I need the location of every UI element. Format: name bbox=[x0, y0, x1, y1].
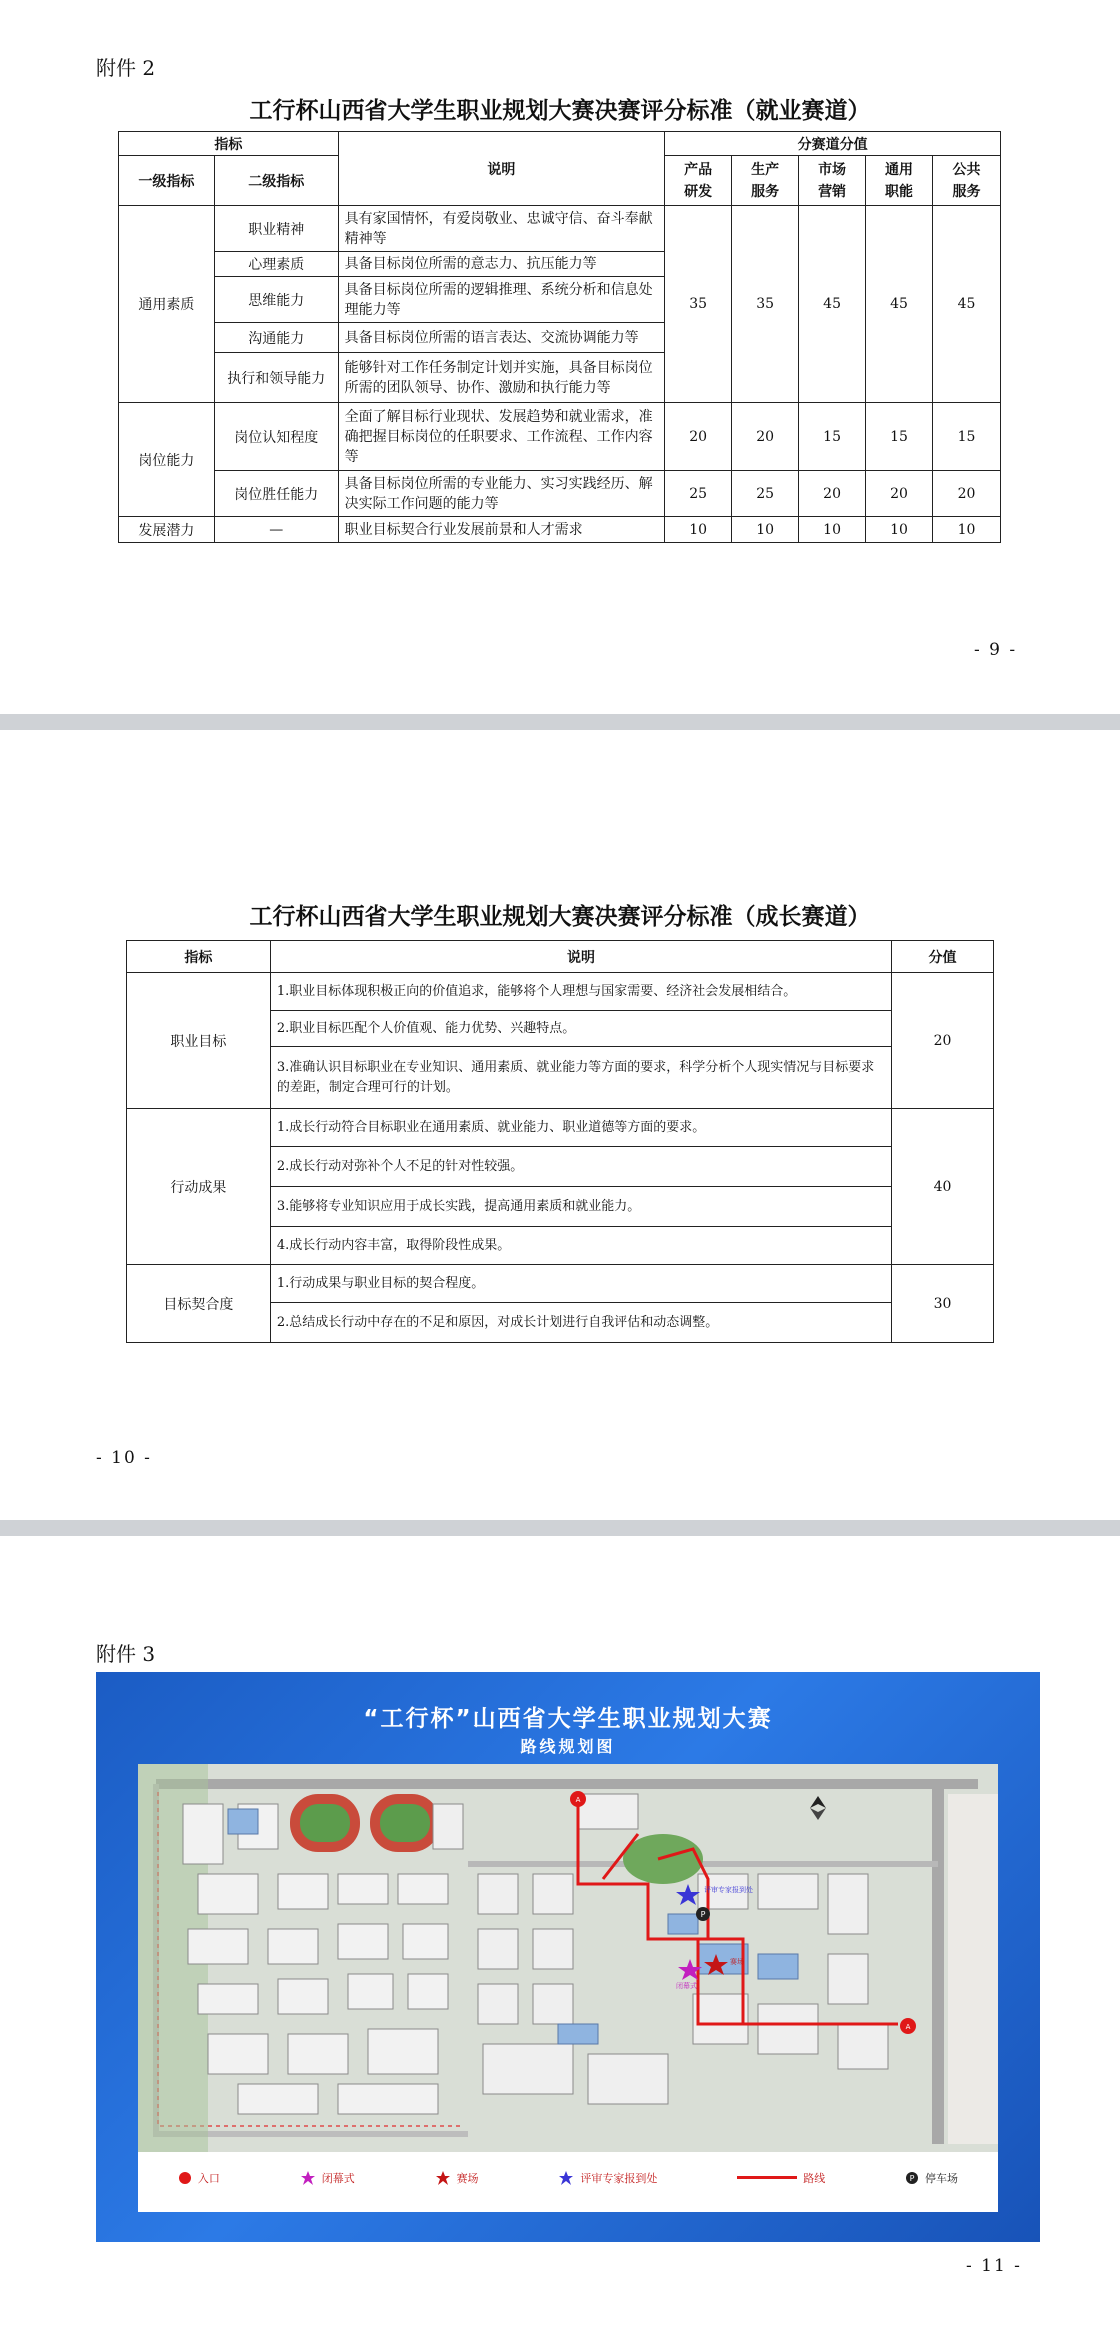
score-cell: 45 bbox=[799, 206, 866, 403]
description-cell: 职业目标契合行业发展前景和人才需求 bbox=[338, 517, 665, 543]
score-cell: 15 bbox=[933, 403, 1001, 471]
description-cell: 4.成长行动内容丰富，取得阶段性成果。 bbox=[270, 1227, 891, 1265]
score-cell: 10 bbox=[933, 517, 1001, 543]
entrance-dot-icon bbox=[178, 2171, 192, 2185]
description-cell: 具备目标岗位所需的语言表达、交流协调能力等 bbox=[338, 323, 665, 353]
header-description: 说明 bbox=[270, 941, 891, 973]
track-header: 产品研发 bbox=[665, 156, 732, 206]
map-subtitle: 路线规划图 bbox=[520, 1737, 616, 1756]
description-cell: 2.成长行动对弥补个人不足的针对性较强。 bbox=[270, 1147, 891, 1187]
employment-score-table bbox=[118, 131, 1001, 543]
header-score: 分值 bbox=[892, 941, 994, 973]
description-cell: 具有家国情怀，有爱岗敬业、忠诚守信、奋斗奉献精神等 bbox=[338, 206, 665, 252]
score-cell: 10 bbox=[799, 517, 866, 543]
page-title: 工行杯山西省大学生职业规划大赛决赛评分标准（成长赛道） bbox=[249, 903, 871, 930]
level2-cell: 岗位胜任能力 bbox=[214, 471, 338, 517]
indicator-cell: 行动成果 bbox=[127, 1109, 271, 1265]
description-cell: 1.成长行动符合目标职业在通用素质、就业能力、职业道德等方面的要求。 bbox=[270, 1109, 891, 1147]
score-cell: 20 bbox=[933, 471, 1001, 517]
growth-score-table bbox=[126, 940, 994, 1343]
page-number: - 10 - bbox=[96, 1448, 152, 1468]
parking-map-label: P bbox=[700, 1910, 706, 1919]
level2-cell: 职业精神 bbox=[214, 206, 338, 252]
svg-text:P: P bbox=[909, 2174, 915, 2183]
legend-judges bbox=[558, 2170, 657, 2186]
svg-text:A: A bbox=[905, 2023, 911, 2031]
page-number: - 11 - bbox=[966, 2256, 1022, 2276]
magenta-star-icon bbox=[300, 2170, 316, 2186]
score-cell: 25 bbox=[732, 471, 799, 517]
description-cell: 1.行动成果与职业目标的契合程度。 bbox=[270, 1265, 891, 1303]
description-cell: 1.职业目标体现积极正向的价值追求，能够将个人理想与国家需要、经济社会发展相结合。 bbox=[270, 973, 891, 1011]
venue-map-label: 赛场 bbox=[730, 1958, 744, 1966]
indicator-cell: 目标契合度 bbox=[127, 1265, 271, 1343]
map-title: “工行杯”山西省大学生职业规划大赛 bbox=[363, 1706, 773, 1732]
legend-label: 路线 bbox=[803, 2172, 826, 2185]
legend-venue bbox=[435, 2170, 479, 2186]
campus-map bbox=[138, 1764, 998, 2212]
page-title: 工行杯山西省大学生职业规划大赛决赛评分标准（就业赛道） bbox=[249, 97, 871, 124]
page-number: - 9 - bbox=[974, 640, 1018, 660]
legend-opening bbox=[300, 2170, 355, 2186]
track-header: 通用职能 bbox=[866, 156, 933, 206]
track-header: 公共服务 bbox=[933, 156, 1001, 206]
description-cell: 具备目标岗位所需的逻辑推理、系统分析和信息处理能力等 bbox=[338, 277, 665, 323]
description-cell: 能够针对工作任务制定计划并实施，具备目标岗位所需的团队领导、协作、激励和执行能力等 bbox=[338, 353, 665, 403]
score-cell: 20 bbox=[732, 403, 799, 471]
description-cell: 具备目标岗位所需的意志力、抗压能力等 bbox=[338, 252, 665, 277]
score-cell: 45 bbox=[933, 206, 1001, 403]
page-10 bbox=[0, 730, 1120, 1520]
score-cell: 35 bbox=[665, 206, 732, 403]
level1-cell: 发展潜力 bbox=[119, 517, 215, 543]
header-description: 说明 bbox=[338, 132, 665, 206]
header-level1: 一级指标 bbox=[119, 156, 215, 206]
level2-cell: 心理素质 bbox=[214, 252, 338, 277]
level2-cell: 执行和领导能力 bbox=[214, 353, 338, 403]
track-header: 生产服务 bbox=[732, 156, 799, 206]
legend-label: 赛场 bbox=[456, 2172, 479, 2185]
legend-label: 闭幕式 bbox=[321, 2172, 355, 2185]
legend-label: 评审专家报到处 bbox=[580, 2172, 658, 2185]
score-cell: 15 bbox=[799, 403, 866, 471]
score-cell: 15 bbox=[866, 403, 933, 471]
header-indicator: 指标 bbox=[119, 132, 339, 156]
attachment-label: 附件 2 bbox=[96, 56, 156, 80]
score-cell: 20 bbox=[665, 403, 732, 471]
score-cell: 20 bbox=[866, 471, 933, 517]
score-cell: 25 bbox=[665, 471, 732, 517]
opening-map-label: 闭幕式 bbox=[676, 1982, 697, 1990]
score-cell: 20 bbox=[799, 471, 866, 517]
description-cell: 3.准确认识目标职业在专业知识、通用素质、就业能力等方面的要求，科学分析个人现实情况与目标要求的差距，制定合理可行的计划。 bbox=[270, 1047, 891, 1109]
judges-map-label: 评审专家报到处 bbox=[704, 1886, 753, 1894]
level1-cell: 岗位能力 bbox=[119, 403, 215, 517]
level1-cell: 通用素质 bbox=[119, 206, 215, 403]
score-cell: 10 bbox=[665, 517, 732, 543]
level2-cell: 沟通能力 bbox=[214, 323, 338, 353]
legend-entrance bbox=[178, 2170, 220, 2186]
legend-route bbox=[737, 2170, 825, 2186]
page-11 bbox=[0, 1536, 1120, 2332]
score-cell: 20 bbox=[892, 973, 994, 1109]
description-cell: 3.能够将专业知识应用于成长实践，提高通用素质和就业能力。 bbox=[270, 1187, 891, 1227]
route-map-banner bbox=[96, 1672, 1040, 2242]
campus-map-drawing bbox=[138, 1764, 998, 2152]
legend-parking bbox=[905, 2170, 958, 2186]
route-line-icon bbox=[737, 2175, 797, 2181]
score-cell: 35 bbox=[732, 206, 799, 403]
description-cell: 2.职业目标匹配个人价值观、能力优势、兴趣特点。 bbox=[270, 1011, 891, 1047]
map-legend bbox=[138, 2152, 998, 2204]
indicator-cell: 职业目标 bbox=[127, 973, 271, 1109]
legend-label: 入口 bbox=[197, 2172, 220, 2185]
description-cell: 全面了解目标行业现状、发展趋势和就业需求，准确把握目标岗位的任职要求、工作流程、工作内容等 bbox=[338, 403, 665, 471]
legend-label: 停车场 bbox=[925, 2172, 959, 2185]
score-cell: 30 bbox=[892, 1265, 994, 1343]
svg-text:A: A bbox=[575, 1796, 581, 1804]
score-cell: 45 bbox=[866, 206, 933, 403]
level2-cell: 岗位认知程度 bbox=[214, 403, 338, 471]
header-indicator: 指标 bbox=[127, 941, 271, 973]
header-track-scores: 分赛道分值 bbox=[665, 132, 1001, 156]
score-cell: 10 bbox=[866, 517, 933, 543]
blue-star-icon bbox=[558, 2170, 574, 2186]
header-level2: 二级指标 bbox=[214, 156, 338, 206]
track-header: 市场营销 bbox=[799, 156, 866, 206]
red-star-icon bbox=[435, 2170, 451, 2186]
description-cell: 具备目标岗位所需的专业能力、实习实践经历、解决实际工作问题的能力等 bbox=[338, 471, 665, 517]
level2-cell: 思维能力 bbox=[214, 277, 338, 323]
score-cell: 40 bbox=[892, 1109, 994, 1265]
score-cell: 10 bbox=[732, 517, 799, 543]
description-cell: 2.总结成长行动中存在的不足和原因，对成长计划进行自我评估和动态调整。 bbox=[270, 1303, 891, 1343]
parking-icon bbox=[905, 2171, 919, 2185]
attachment-label: 附件 3 bbox=[96, 1642, 156, 1666]
level2-cell: — bbox=[214, 517, 338, 543]
page-9 bbox=[0, 0, 1120, 714]
